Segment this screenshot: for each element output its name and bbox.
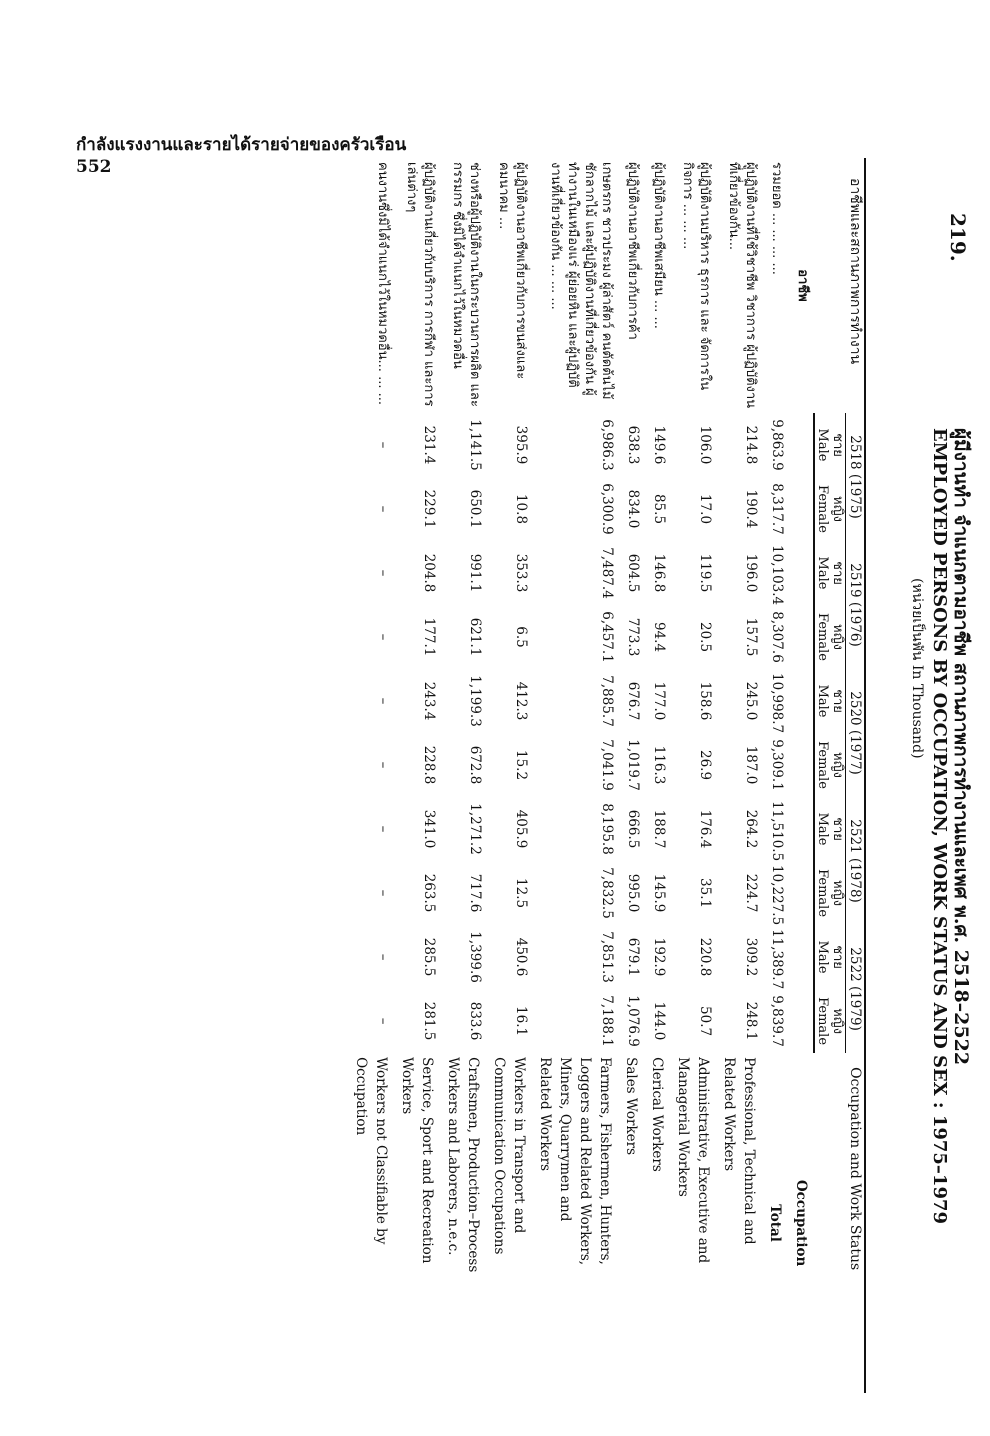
- male-header-english: Male: [815, 812, 830, 846]
- value-cell: 1,271.2: [467, 803, 483, 855]
- female-header-english: Female: [815, 869, 830, 918]
- female-header-thai: หญิง: [830, 624, 845, 651]
- book-title: กำลังแรงงานและรายได้รายจ่ายของครัวเรือน: [76, 135, 407, 155]
- value-cell: 229.1: [421, 489, 437, 529]
- female-header: [814, 477, 846, 541]
- row-label-english: [618, 1053, 644, 1393]
- table-row: [762, 158, 788, 1393]
- male-header-english: Male: [815, 940, 830, 974]
- row-label-english-line: Communication Occupations: [491, 1057, 507, 1255]
- value-cell: 666.5: [625, 809, 641, 849]
- value-cell: 7,832.5: [599, 867, 615, 919]
- male-header-english: Male: [815, 684, 830, 718]
- value-cell: 991.1: [467, 553, 483, 593]
- year-header: 2522 (1979): [846, 925, 866, 1053]
- table-row: [618, 158, 644, 1393]
- value-cell: 6,986.3: [599, 419, 615, 471]
- value-cell: 6.5: [513, 626, 529, 648]
- value-cell: 7,885.7: [599, 675, 615, 727]
- table-row: [486, 158, 532, 1393]
- male-header-thai: ชาย: [830, 561, 845, 585]
- value-cell: 15.2: [513, 750, 529, 781]
- row-label-english-line: Workers in Transport and: [511, 1057, 527, 1234]
- row-label-english: [440, 1053, 486, 1393]
- section-label-thai: อาชีพ: [795, 269, 810, 302]
- row-label-english-line: Service, Sport and Recreation: [419, 1057, 435, 1264]
- value-cell: 9,839.7: [769, 995, 785, 1047]
- row-label-english-line: Sales Workers: [623, 1057, 639, 1155]
- value-cell: 11,510.5: [769, 801, 785, 862]
- row-label-english-line: Loggers and Related Workers,: [577, 1057, 593, 1266]
- female-header-thai: หญิง: [830, 1008, 845, 1035]
- table-row: [335, 158, 394, 1393]
- row-label-english-line: Workers not Classifiable by: [373, 1057, 389, 1245]
- table-row: [644, 158, 670, 1393]
- table-row: [440, 158, 486, 1393]
- value-cell: 214.8: [743, 425, 759, 465]
- section-row: [788, 158, 814, 1393]
- row-label-english: [716, 1053, 762, 1393]
- value-cell: 7,487.4: [599, 547, 615, 599]
- value-cell: 85.5: [651, 493, 667, 525]
- row-label-thai: ผู้ปฏิบัติงานเกี่ยวกับบริการ การกีฬา และการเล่นต่างๆ: [404, 162, 436, 407]
- value-cell: –: [375, 761, 391, 769]
- section-label-english: Occupation: [793, 1179, 809, 1267]
- value-cell: 177.0: [651, 681, 667, 721]
- value-cell: 263.5: [421, 873, 437, 913]
- row-label-thai: ช่างหรือผู้ปฏิบัติงานในกระบวนการผลิต และกรรมกร ซึ่งมิได้จำแนกไว้ในหมวดอื่น: [450, 162, 482, 407]
- value-cell: 17.0: [697, 493, 713, 525]
- value-cell: 50.7: [697, 1006, 713, 1037]
- value-cell: 264.2: [743, 809, 759, 849]
- row-label-english-line: Managerial Workers: [675, 1057, 691, 1197]
- male-header-thai: ชาย: [830, 689, 845, 713]
- female-header-english: Female: [815, 741, 830, 789]
- value-cell: 1,399.6: [467, 931, 483, 983]
- female-header: [814, 989, 846, 1053]
- value-cell: –: [375, 697, 391, 705]
- row-label-english: [335, 1053, 394, 1393]
- value-cell: 26.9: [697, 750, 713, 781]
- value-cell: 12.5: [513, 878, 529, 909]
- value-cell: 149.6: [651, 425, 667, 465]
- value-cell: 8,195.8: [599, 803, 615, 855]
- value-cell: 11,389.7: [769, 929, 785, 990]
- value-cell: 187.0: [743, 745, 759, 785]
- value-cell: 285.5: [421, 937, 437, 977]
- table-body: [335, 158, 814, 1393]
- row-label-english-line: Related Workers: [537, 1057, 553, 1172]
- female-header-english: Female: [815, 613, 830, 661]
- value-cell: 176.4: [697, 809, 713, 849]
- value-cell: 8,307.6: [769, 611, 785, 663]
- value-cell: 676.7: [625, 681, 641, 721]
- male-header: [814, 797, 846, 861]
- value-cell: 224.7: [743, 873, 759, 913]
- value-cell: 8,317.7: [769, 483, 785, 535]
- year-header-row: [846, 158, 866, 1393]
- value-cell: –: [375, 505, 391, 513]
- female-header-english: Female: [815, 997, 830, 1046]
- male-header-thai: ชาย: [830, 433, 845, 457]
- value-cell: 196.0: [743, 553, 759, 593]
- row-label-english-line: Craftsmen, Production–Process: [465, 1057, 481, 1273]
- value-cell: 309.2: [743, 937, 759, 977]
- value-cell: 157.5: [743, 617, 759, 657]
- male-header: [814, 413, 846, 477]
- section-spacer: [788, 413, 814, 1053]
- value-cell: 341.0: [421, 809, 437, 849]
- value-cell: 717.6: [467, 873, 483, 913]
- value-cell: 395.9: [513, 425, 529, 465]
- row-label-english: [762, 1053, 788, 1393]
- value-cell: 281.5: [421, 1001, 437, 1041]
- value-cell: 6,300.9: [599, 483, 615, 535]
- page-number: 552: [76, 157, 112, 177]
- value-cell: 7,188.1: [599, 995, 615, 1047]
- row-label-english-line: Miners, Quarrymen and: [557, 1057, 573, 1222]
- value-cell: 204.8: [421, 553, 437, 593]
- female-header: [814, 605, 846, 669]
- row-label-thai: ผู้ปฏิบัติงานบริหาร ธุรการ และ จัดการในกิจการ ... ... ...: [680, 162, 712, 391]
- row-label-english-line: Farmers, Fishermen, Hunters,: [597, 1057, 613, 1265]
- value-cell: 16.1: [513, 1006, 529, 1037]
- table-title-thai: ผู้มีงานทำ จำแนกตามอาชีพ สถานภาพการทำงานและเพศ พ.ศ. 2518–2522: [950, 428, 972, 1066]
- row-label-thai: คนงานซึ่งมิได้จำแนกไว้ในหมวดอื่น... ... ...: [375, 162, 390, 405]
- male-header-english: Male: [815, 556, 830, 590]
- value-cell: 834.0: [625, 489, 641, 529]
- male-header-thai: ชาย: [830, 945, 845, 969]
- label-header-thai: อาชีพและสถานภาพการทำงาน: [814, 158, 865, 413]
- row-label-english-line: Clerical Workers: [649, 1057, 665, 1172]
- value-cell: 158.6: [697, 681, 713, 721]
- value-cell: 228.8: [421, 745, 437, 785]
- value-cell: 9,309.1: [769, 739, 785, 791]
- value-cell: 7,041.9: [599, 739, 615, 791]
- employed-persons-table: [335, 158, 866, 1393]
- value-cell: 94.4: [651, 621, 667, 653]
- value-cell: 450.6: [513, 937, 529, 977]
- row-label-english-line: Total: [767, 1204, 783, 1242]
- table-row: [670, 158, 716, 1393]
- value-cell: 177.1: [421, 617, 437, 657]
- value-cell: –: [375, 1017, 391, 1025]
- male-header: [814, 541, 846, 605]
- female-header-english: Female: [815, 485, 830, 533]
- value-cell: 188.7: [651, 809, 667, 849]
- value-cell: 10,103.4: [769, 545, 785, 606]
- value-cell: 833.6: [467, 1001, 483, 1041]
- value-cell: 638.3: [625, 425, 641, 465]
- male-header-thai: ชาย: [830, 817, 845, 841]
- table-unit: (หน่วยเป็นพัน In Thousand): [909, 578, 925, 759]
- year-header: 2520 (1977): [846, 669, 866, 797]
- row-label-english: [486, 1053, 532, 1393]
- female-header: [814, 861, 846, 925]
- value-cell: 412.3: [513, 681, 529, 721]
- female-header-thai: หญิง: [830, 496, 845, 522]
- value-cell: 679.1: [625, 937, 641, 977]
- row-label-english-line: Occupation: [353, 1057, 369, 1136]
- row-label-thai: ผู้ปฏิบัติงานที่ใช้วิชาชีพ วิชาการ ผู้ปฏิบัติงานที่เกี่ยวข้องกัน...: [726, 162, 758, 409]
- row-label-english-line: Workers and Laborers, n.e.c.: [445, 1057, 461, 1256]
- value-cell: 1,076.9: [625, 995, 641, 1047]
- year-header: 2519 (1976): [846, 541, 866, 669]
- row-label-english: [670, 1053, 716, 1393]
- value-cell: 190.4: [743, 489, 759, 529]
- female-header-thai: หญิง: [830, 880, 845, 907]
- row-label-english: [644, 1053, 670, 1393]
- value-cell: –: [375, 825, 391, 833]
- value-cell: 192.9: [651, 937, 667, 977]
- male-header: [814, 925, 846, 989]
- value-cell: 650.1: [467, 489, 483, 529]
- value-cell: 1,141.5: [467, 419, 483, 471]
- value-cell: 1,019.7: [625, 739, 641, 791]
- value-cell: 6,457.1: [599, 611, 615, 663]
- value-cell: 231.4: [421, 425, 437, 465]
- year-header: 2521 (1978): [846, 797, 866, 925]
- value-cell: 773.3: [625, 617, 641, 657]
- row-label-english: [532, 1053, 618, 1393]
- value-cell: 119.5: [697, 553, 713, 593]
- value-cell: 621.1: [467, 617, 483, 657]
- row-label-english: [394, 1053, 440, 1393]
- row-label-english-line: Related Workers: [721, 1057, 737, 1172]
- value-cell: 1,199.3: [467, 675, 483, 727]
- value-cell: 9,863.9: [769, 419, 785, 471]
- value-cell: –: [375, 889, 391, 897]
- row-label-thai: เกษตรกร ชาวประมง ผู้ล่าสัตว์ คนตัดต้นไม้ชักลากไม้ และผู้ปฏิบัติงานที่เกี่ยวข้องกัน ผู้ทำงานในเหมืองแร่ ผู้ย่อยหิน และผู้ปฏิบัติงานที่เกี่ยวข้องกัน ... ... ...: [548, 162, 614, 400]
- value-cell: –: [375, 569, 391, 577]
- value-cell: 10.8: [513, 493, 529, 525]
- value-cell: 20.5: [697, 621, 713, 653]
- row-label-thai: ผู้ปฏิบัติงานอาชีพเสมียน ... ...: [651, 162, 666, 329]
- row-label-thai: รวมยอด ... ... ... ...: [769, 162, 784, 275]
- value-cell: 145.9: [651, 873, 667, 913]
- female-header: [814, 733, 846, 797]
- value-cell: 10,227.5: [769, 865, 785, 926]
- value-cell: 220.8: [697, 937, 713, 977]
- value-cell: 248.1: [743, 1001, 759, 1041]
- female-header-thai: หญิง: [830, 752, 845, 779]
- value-cell: 35.1: [697, 878, 713, 909]
- row-label-english-line: Professional, Technical and: [741, 1057, 757, 1245]
- label-header-english: Occupation and Work Status: [814, 1053, 865, 1393]
- value-cell: 144.0: [651, 1001, 667, 1041]
- value-cell: 116.3: [651, 745, 667, 785]
- row-label-thai: ผู้ปฏิบัติงานอาชีพเกี่ยวกับการค้า: [625, 162, 640, 340]
- male-header: [814, 669, 846, 733]
- table-number: 219.: [946, 213, 970, 262]
- value-cell: –: [375, 953, 391, 961]
- value-cell: 146.8: [651, 553, 667, 593]
- row-label-english-line: Workers: [399, 1057, 415, 1115]
- value-cell: 10,998.7: [769, 673, 785, 734]
- year-header: 2518 (1975): [846, 413, 866, 541]
- row-label-thai: ผู้ปฏิบัติงานอาชีพเกี่ยวกับการขนส่งและคมนาคม ...: [496, 162, 528, 380]
- value-cell: 604.5: [625, 553, 641, 593]
- value-cell: 245.0: [743, 681, 759, 721]
- table-row: [394, 158, 440, 1393]
- value-cell: –: [375, 633, 391, 641]
- table-row: [532, 158, 618, 1393]
- value-cell: 243.4: [421, 681, 437, 721]
- value-cell: 106.0: [697, 425, 713, 465]
- row-label-english-line: Administrative, Executive and: [695, 1057, 711, 1264]
- value-cell: 7,851.3: [599, 931, 615, 983]
- rotated-table-page: [142, 158, 972, 1393]
- table-row: [716, 158, 762, 1393]
- value-cell: 672.8: [467, 745, 483, 785]
- table-titles: [906, 213, 972, 1225]
- value-cell: 353.3: [513, 553, 529, 593]
- value-cell: 995.0: [625, 873, 641, 913]
- value-cell: –: [375, 441, 391, 449]
- male-header-english: Male: [815, 428, 830, 462]
- table-title-english: EMPLOYED PERSONS BY OCCUPATION, WORK STATUS AND SEX : 1975–1979: [929, 428, 950, 1225]
- value-cell: 405.9: [513, 809, 529, 849]
